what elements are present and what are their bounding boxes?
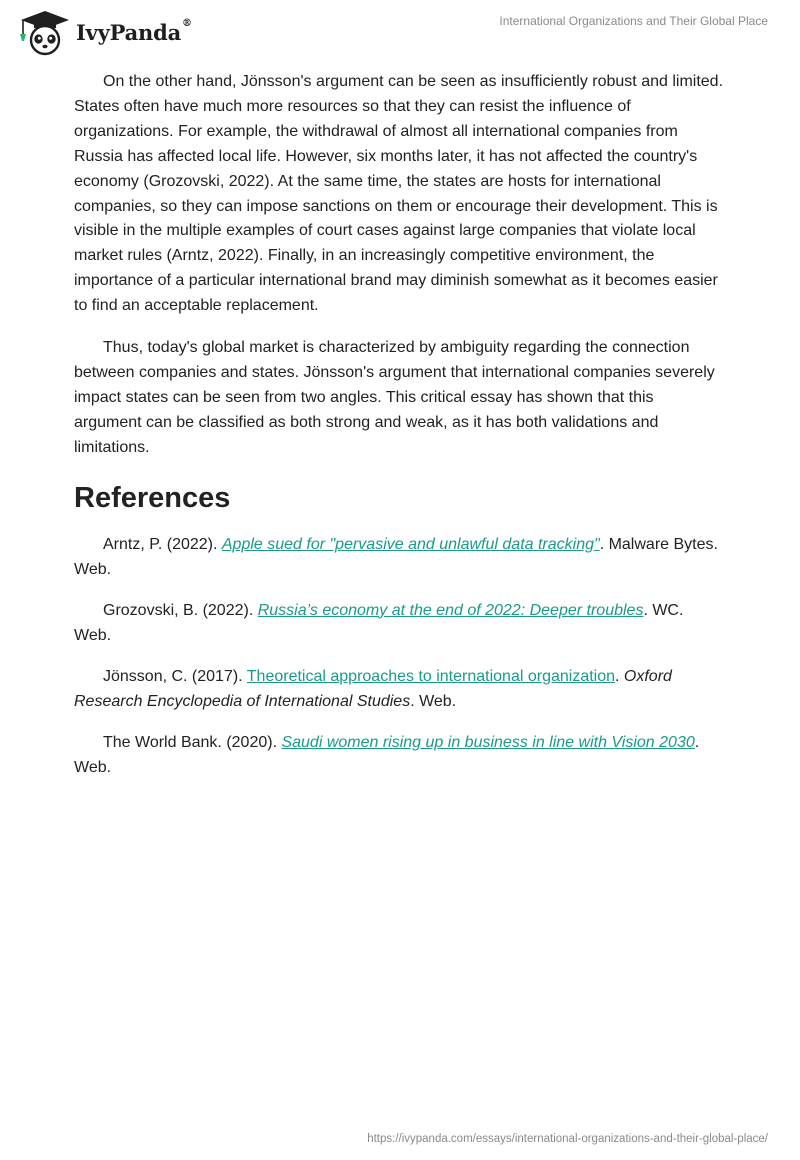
reference-item: Jönsson, C. (2017). Theoretical approaches to international organization. Oxford Research Encyclopedia of International Studies. Web. [74, 667, 672, 710]
journal-title: Oxford Research Encyclopedia of International Studies [74, 667, 672, 710]
references-heading: References [74, 481, 231, 514]
reference-link[interactable]: Russia’s economy at the end of 2022: Deeper troubles [257, 601, 644, 619]
body-paragraph: On the other hand, Jönsson's argument can be seen as insufficiently robust and limited. States often have much more resources so that they can resist the influence of organizations. For example, the withdrawal of almost all international companies from Russia has affected local life. However, six months later, it has not affected the country's economy (Grozovski, 2022). At the same time, the states are hosts for international companies, so they can impose sanctions on them or encourage their development. This is visible in the multiple examples of court cases against large companies that violate local market rules (Arntz, 2022). Finally, in an increasingly competitive environment, the importance of a particular international brand may diminish somewhat as it becomes easier to find an acceptable replacement. [74, 73, 724, 315]
reference-item: Arntz, P. (2022). Apple sued for "pervasive and unlawful data tracking". Malware Bytes. Web. [74, 535, 718, 578]
ivypanda-logo[interactable] [14, 8, 194, 56]
brand-name: IvyPanda® [76, 18, 192, 45]
reference-link[interactable]: Apple sued for "pervasive and unlawful data tracking" [221, 535, 600, 553]
document-title: International Organizations and Their Global Place [499, 14, 768, 28]
reference-link[interactable]: Theoretical approaches to international organization [246, 667, 616, 685]
reference-item: The World Bank. (2020). Saudi women rising up in business in line with Vision 2030. Web. [74, 733, 700, 776]
source-url[interactable]: https://ivypanda.com/essays/international-organizations-and-their-global-place/ [367, 1133, 768, 1145]
panda-graduate-icon [14, 8, 76, 56]
essay-content [74, 70, 724, 796]
page-header [0, 0, 800, 60]
body-paragraph: Thus, today's global market is characterized by ambiguity regarding the connection between companies and states. Jönsson's argument that international companies severely impact states can be seen from two angles. This critical essay has shown that this argument can be classified as both strong and weak, as it has both validations and limitations. [74, 339, 715, 456]
reference-item: Grozovski, B. (2022). Russia’s economy at the end of 2022: Deeper troubles. WC. Web. [74, 601, 684, 644]
reference-link[interactable]: Saudi women rising up in business in line with Vision 2030 [281, 733, 695, 751]
